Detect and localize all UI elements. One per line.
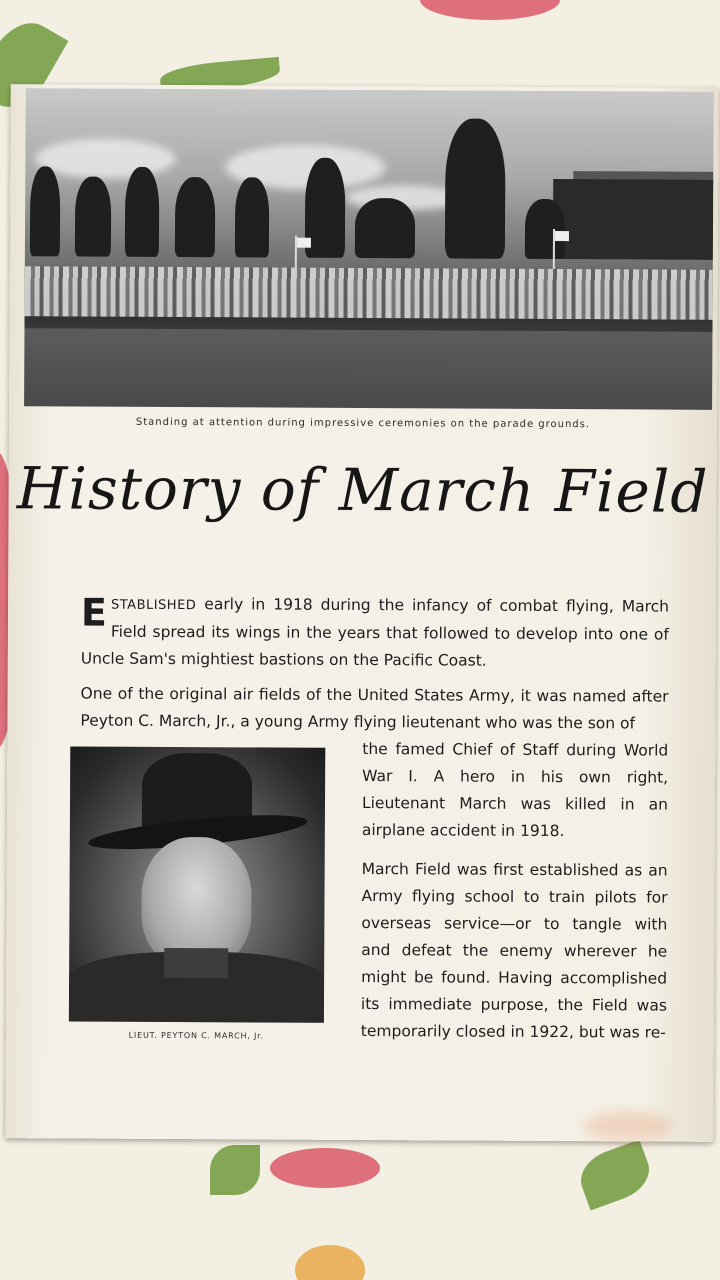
paragraph-text: early in 1918 during the infancy of combat flying, March Field spread its wings in the years that followed to develop into one of Uncle Sam's mightiest bastions on the Pacific Coast. — [80, 595, 670, 670]
drop-cap: E — [80, 590, 108, 635]
lead-smallcaps: STABLISHED — [110, 597, 197, 614]
leaf-decoration — [210, 1145, 260, 1195]
portrait-photo — [69, 746, 325, 1022]
booklet-page — [5, 84, 719, 1142]
leaf-decoration — [574, 1140, 657, 1211]
parade-ground-photo — [24, 88, 714, 410]
portrait-caption: LIEUT. PEYTON C. MARCH, Jr. — [128, 1030, 264, 1041]
page-title: History of March Field — [16, 454, 709, 526]
flower-decoration — [295, 1245, 365, 1280]
paragraph-flying-school: March Field was first established as an Army flying school to train pilots for overseas service—or to tangle with and defeat the enemy wherever he might be found. Having accomplished its immediate purpose, the Field was temporarily closed in 1922, but was re- — [360, 860, 668, 1042]
page-stain — [583, 1111, 673, 1141]
paragraph-established — [81, 591, 669, 676]
photo-caption: Standing at attention during impressive ceremonies on the parade grounds. — [135, 416, 591, 431]
flower-decoration — [270, 1148, 380, 1188]
paragraph-named-after: One of the original air fields of the United States Army, it was named after Peyton C. March, Jr., a young Army flying lieutenant who was the son of — [80, 684, 669, 733]
paragraph-named-after-continued: the famed Chief of Staff during World War I. A hero in his own right, Lieutenant March was killed in an airplane accident in 1918. — [361, 740, 669, 841]
flower-decoration — [420, 0, 560, 20]
